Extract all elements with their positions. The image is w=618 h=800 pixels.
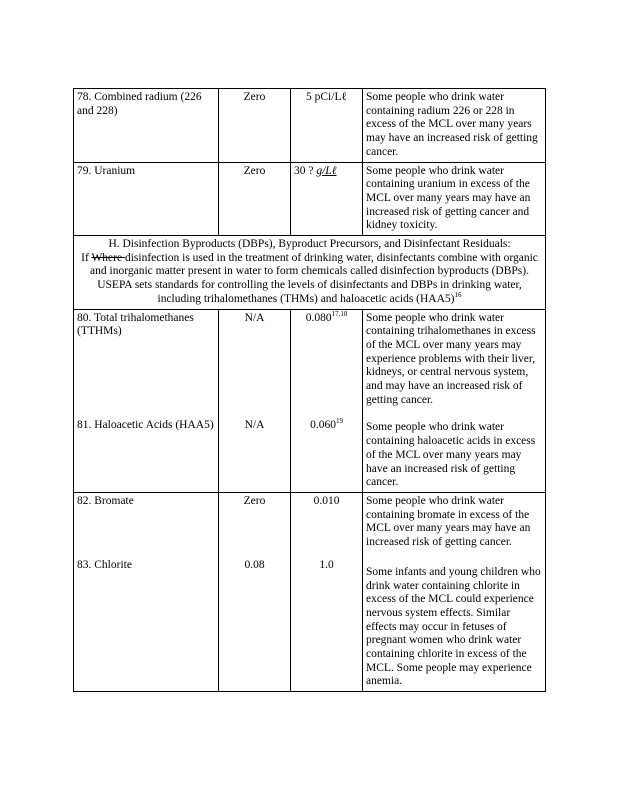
mclg-cell [219,492,291,691]
table-row [74,492,546,691]
contaminant-cell [74,309,219,492]
mcl-value: 0.080$^{17,18}$ [305,309,348,324]
footnote-marker: 19 [335,417,343,426]
struck-text: Where [91,251,125,264]
contaminant-table [73,88,546,692]
section-header [74,236,546,310]
mcl-cell [291,492,363,691]
section-row [74,236,546,310]
table-row [74,89,546,163]
mcl-value: 0.010 [313,494,340,507]
mclg-value: N/A [244,419,265,432]
mclg-value: N/A [244,311,265,324]
footnote-marker: 16 [454,290,462,299]
health-effects: Some people who drink water containing bromate in excess of the MCL over many years may have an increased risk of getting cancer. [366,494,531,549]
mcl-prefix: 30 ? [294,164,317,177]
health-effects: Some people who drink water containing haloacetic acids in excess of the MCL over many years may have an increased risk of getting cancer. [366,421,536,489]
mcl-unit: g/Lℓ [316,164,337,177]
health-effects-cell [363,492,546,691]
mcl-value: 5 pCi/Lℓ [291,89,363,163]
mcl-value: 0.060$^{19}$ [310,417,343,432]
section-heading: H. Disinfection Byproducts (DBPs), Byproduct Precursors, and Disinfectant Residuals: [108,238,511,251]
health-effects-cell [363,309,546,492]
contaminant-name: 78. Combined radium (226 and 228) [74,89,219,163]
health-effects: Some people who drink water containing trihalomethanes in excess of the MCL over many years may experience problems with their liver, kidneys, or central nervous system, and may have an increased risk of getting cancer. [366,311,536,406]
footnote-marker: 17,18 [331,309,348,318]
health-effects: Some infants and young children who drink water containing chlorite in excess of the MCL could experience nervous system effects. Similar effects may occur in fetuses of pregnant women who drink water containing chlorite in excess of the MCL. Some people may experience anemia. [366,565,541,688]
contaminant-name: 82. Bromate [77,494,134,507]
mclg-value: 0.08 [244,558,265,571]
mcl-value: 1.0 [319,558,334,571]
health-effects: Some people who drink water containing radium 226 or 228 in excess of the MCL over many years may have an increased risk of getting cancer. [363,89,546,163]
contaminant-name: 79. Uranium [74,162,219,236]
table-row [74,309,546,492]
mcl-cell [291,309,363,492]
table-row [74,162,546,236]
section-body: disinfection is used in the treatment of drinking water, disinfectants combine with organic and inorganic matter present in water to form chemicals called disinfection byproducts (DBPs). USEPA sets standards for controlling the levels of disinfectants and DBPs in drinking water, including trihalomethanes (THMs) and haloacetic acids (HAA5) [90,251,538,305]
contaminant-cell [74,492,219,691]
contaminant-name: 81. Haloacetic Acids (HAA5) [77,418,214,431]
contaminant-name: 80. Total trihalomethanes (TTHMs) [77,311,194,338]
mcl-value [291,162,363,236]
health-effects: Some people who drink water containing uranium in excess of the MCL over many years may have an increased risk of getting cancer and kidney toxicity. [363,162,546,236]
contaminant-name: 83. Chlorite [77,558,132,571]
mclg-value: Zero [243,494,266,507]
mclg-cell [219,309,291,492]
section-if: If [81,251,92,264]
mclg-value: Zero [219,89,291,163]
mclg-value: Zero [219,162,291,236]
